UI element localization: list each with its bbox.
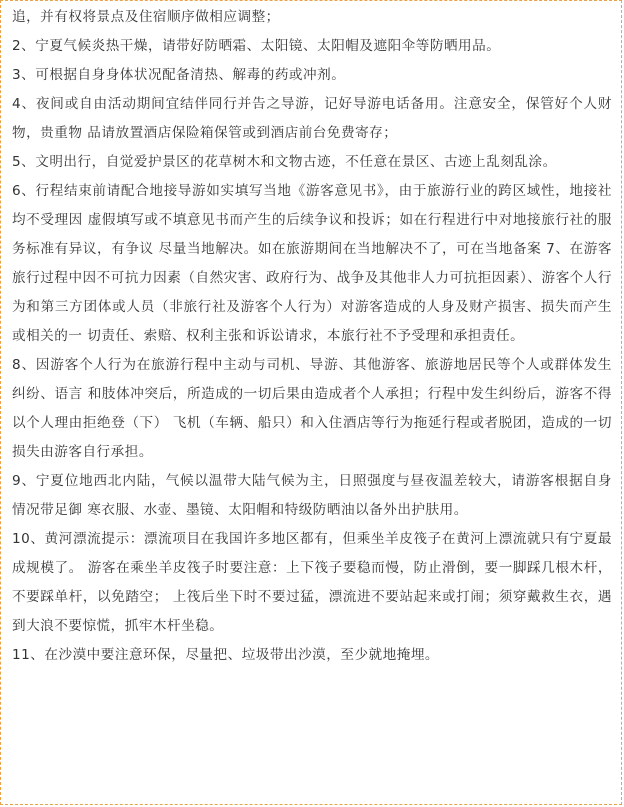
paragraph-6-7-feedback-liability: 6、行程结束前请配合地接导游如实填写当地《游客意见书》，由于旅游行业的跨区域性，地接社均不受理因 虚假填写或不填意见书而产生的后续争议和投诉；如在行程进行中对地接旅行社的服务标准有异议，有争议 尽量当地解决。如在旅游期间在当地解决不了，可在当地备案 7、在游客旅行过程中因不可抗力因素（自然灾害、政府行为、战争及其他非人力可抗拒因素）、游客个人行 为和第三方团体或人员（非旅行社及游客个人行为）对游客造成的人身及财产损害、损失而产生或相关的一 切责任、索赔、权利主张和诉讼请求，本旅行社不予受理和承担责任。 [12,183,612,344]
travel-notice-text [12,3,612,670]
paragraph-8-disputes: 8、因游客个人行为在旅游行程中主动与司机、导游、其他游客、旅游地居民等个人或群体发生纠纷、语言 和肢体冲突后，所造成的一切后果由造成者个人承担；行程中发生纠纷后，游客不得以个人理由拒绝登（下） 飞机（车辆、船只）和入住酒店等行为拖延行程或者脱团，造成的一切损失由游客自行承担。 [12,357,612,460]
paragraph-3-medicine: 3、可根据自身身体状况配备清热、解毒的药或冲剂。 [12,67,346,83]
paragraph-11-desert: 11、在沙漠中要注意环保，尽量把、垃圾带出沙漠，至少就地掩埋。 [12,647,440,663]
paragraph-5-civility: 5、文明出行，自觉爱护景区的花草树木和文物古迹，不任意在景区、古迹上乱刻乱涂。 [12,154,557,170]
paragraph-4-safety: 4、夜间或自由活动期间宜结伴同行并告之导游，记好导游电话备用。注意安全，保管好个人财物，贵重物 品请放置酒店保险箱保管或到酒店前台免费寄存； [12,96,612,141]
paragraph-2-sun-protection: 2、宁夏气候炎热干燥，请带好防晒霜、太阳镜、太阳帽及遮阳伞等防晒用品。 [12,38,501,54]
paragraph-10-rafting: 10、黄河漂流提示：漂流项目在我国许多地区都有，但乘坐羊皮筏子在黄河上漂流就只有宁夏最成规模了。 游客在乘坐羊皮筏子时要注意：上下筏子要稳而慢，防止滑倒，要一脚踩几根木杆，不要踩单杆，以免踏空； 上筏后坐下时不要过猛，漂流进不要站起来或打闹；须穿戴救生衣，遇到大浪不要惊慌，抓牢木杆坐稳。 [12,531,612,634]
paragraph-continuation: 追，并有权将景点及住宿顺序做相应调整； [12,9,280,25]
paragraph-9-climate: 9、宁夏位地西北内陆，气候以温带大陆气候为主，日照强度与昼夜温差较大，请游客根据自身情况带足御 寒衣服、水壶、墨镜、太阳帽和特级防晒油以备外出护肤用。 [12,473,612,518]
